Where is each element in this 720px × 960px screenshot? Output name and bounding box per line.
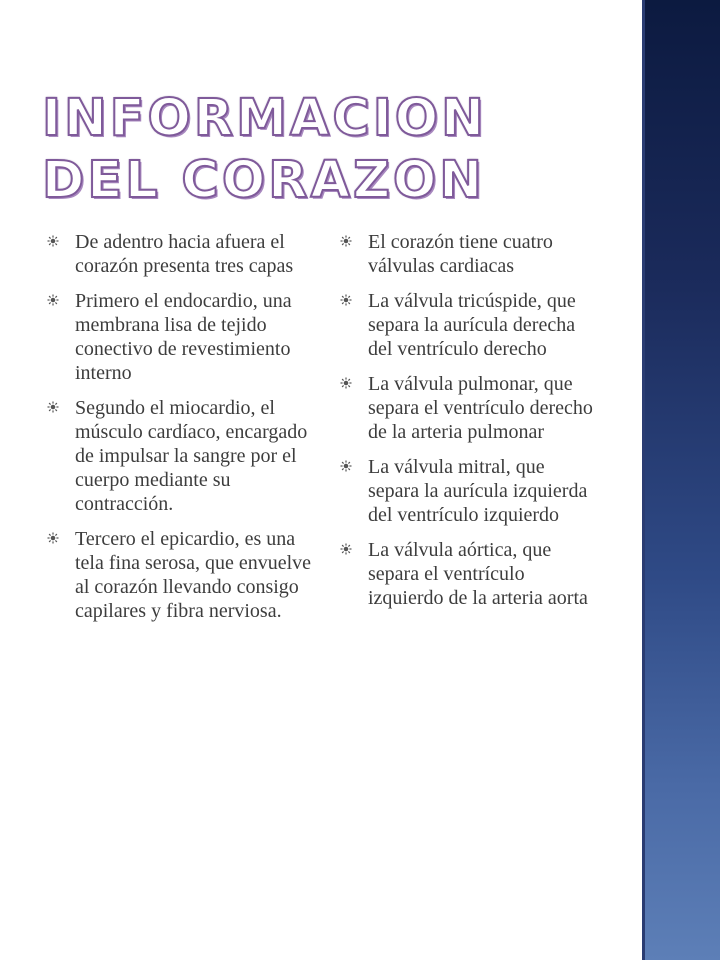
radial-sun-bullet-icon: [340, 543, 352, 555]
radial-sun-bullet-icon: [340, 294, 352, 306]
bullet-text: Primero el endocardio, una membrana lisa de tejido conectivo de revestimiento interno: [75, 290, 292, 384]
radial-sun-bullet-icon: [47, 401, 59, 413]
bullet-item: [340, 289, 600, 361]
radial-sun-bullet-icon: [340, 460, 352, 472]
bullet-item: [340, 230, 600, 278]
left-bullet-list: [47, 230, 312, 634]
right-bullet-list: [340, 230, 600, 621]
bullet-item: [340, 455, 600, 527]
radial-sun-bullet-icon: [47, 294, 59, 306]
bullet-text: La válvula pulmonar, que separa el ventrículo derecho de la arteria pulmonar: [368, 373, 593, 443]
bullet-item: [340, 538, 600, 610]
bullet-text: De adentro hacia afuera el corazón presenta tres capas: [75, 231, 294, 277]
bullet-text: La válvula aórtica, que separa el ventrículo izquierdo de la arteria aorta: [368, 539, 588, 609]
radial-sun-bullet-icon: [340, 377, 352, 389]
bullet-text: Tercero el epicardio, es una tela fina serosa, que envuelve al corazón llevando consigo capilares y fibra nerviosa.: [75, 528, 312, 622]
radial-sun-bullet-icon: [47, 532, 59, 544]
bullet-item: [47, 527, 312, 623]
bullet-text: La válvula mitral, que separa la aurícula izquierda del ventrículo izquierdo: [368, 456, 588, 526]
bullet-text: La válvula tricúspide, que separa la aurícula derecha del ventrículo derecho: [368, 290, 576, 360]
bullet-item: [47, 230, 312, 278]
bullet-item: [47, 396, 312, 516]
bullet-item: [47, 289, 312, 385]
bullet-text: El corazón tiene cuatro válvulas cardiacas: [368, 231, 553, 277]
slide-title: INFORMACION DEL CORAZON: [42, 89, 487, 210]
radial-sun-bullet-icon: [340, 235, 352, 247]
bullet-item: [340, 372, 600, 444]
radial-sun-bullet-icon: [47, 235, 59, 247]
bullet-text: Segundo el miocardio, el músculo cardíaco, encargado de impulsar la sangre por el cuerpo mediante su contracción.: [75, 397, 308, 515]
decorative-side-bar: [642, 0, 720, 960]
